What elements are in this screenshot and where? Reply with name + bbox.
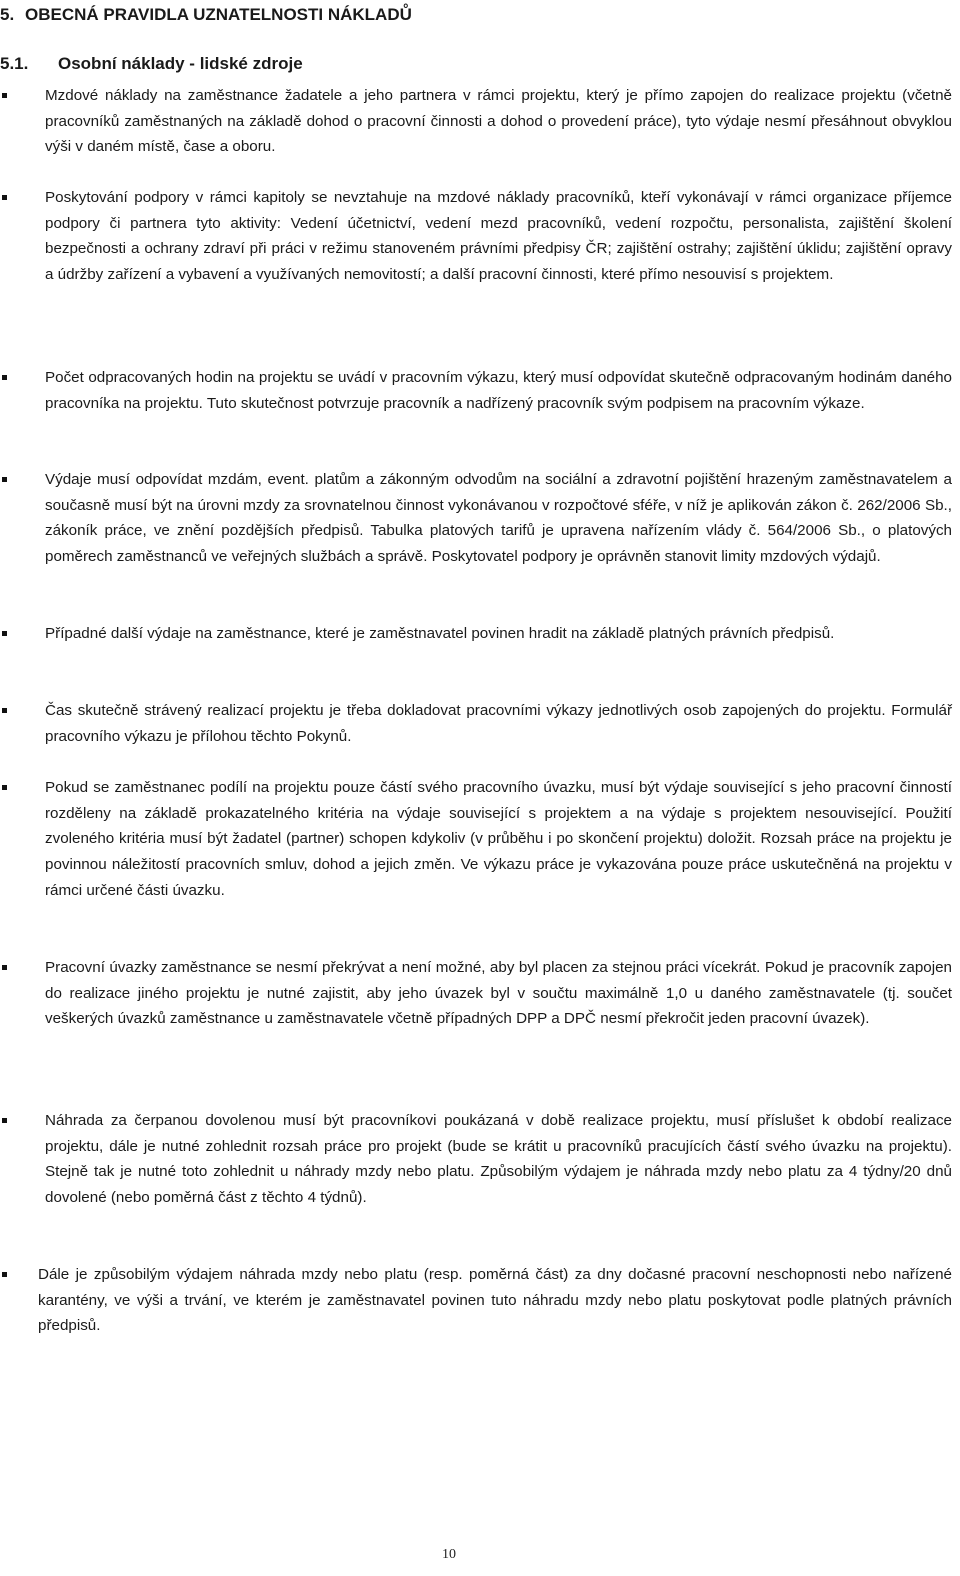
square-bullet-icon [2, 785, 7, 790]
section-title: OBECNÁ PRAVIDLA UZNATELNOSTI NÁKLADŮ [25, 5, 412, 24]
list-item-text: Výdaje musí odpovídat mzdám, event. platům a zákonným odvodům na sociální a zdravotní pojištění hrazeným zaměstnavatelem a současně musí být na úrovni mzdy za srovnatelnou činnost vykonávanou v rozpočtové sféře, v níž je aplikován zákon č. 262/2006 Sb., zákoník práce, ve znění pozdějších předpisů. Tabulka platových tarifů je upravena nařízením vlády č. 564/2006 Sb., o platových poměrech zaměstnanců ve veřejných službách a správě. Poskytovatel podpory je oprávněn stanovit limity mzdových výdajů. [45, 471, 952, 566]
section-number: 5. [0, 5, 15, 24]
list-item-text: Dále je způsobilým výdajem náhrada mzdy nebo platu (resp. poměrná část) za dny dočasné pracovní neschopnosti nebo nařízené karantény, ve výši a trvání, ve kterém je zaměstnavatel povinen tuto náhradu mzdy nebo platu poskytovat podle platných právních předpisů. [38, 1266, 952, 1335]
section-heading [0, 2, 412, 28]
square-bullet-icon [2, 93, 7, 98]
square-bullet-icon [2, 195, 7, 200]
subsection-heading [0, 51, 303, 77]
square-bullet-icon [2, 477, 7, 482]
subsection-title: Osobní náklady - lidské zdroje [58, 54, 303, 73]
list-item-text: Poskytování podpory v rámci kapitoly se nevztahuje na mzdové náklady pracovníků, kteří vykonávají v rámci organizace příjemce podpory či partnera tyto aktivity: Vedení účetnictví, vedení mezd pracovníků, vedení rozpočtu, personalista, zajištění školení bezpečnosti a ochrany zdraví při práci v režimu stanoveném právními předpisy ČR; zajištění ostrahy; zajištění úklidu; zajištění opravy a údržby zařízení a vybavení a využívaných nemovitostí; a další pracovní činnosti, které přímo nesouvisí s projektem. [45, 189, 952, 284]
square-bullet-icon [2, 375, 7, 380]
square-bullet-icon [2, 965, 7, 970]
list-item-text: Mzdové náklady na zaměstnance žadatele a jeho partnera v rámci projektu, který je přímo zapojen do realizace projektu (včetně pracovníků zaměstnaných na základě dohod o pracovní činnosti a dohod o provedení práce), tyto výdaje nesmí přesáhnout obvyklou výši v daném místě, čase a oboru. [45, 87, 952, 156]
subsection-number: 5.1. [0, 54, 29, 73]
square-bullet-icon [2, 1272, 7, 1277]
list-item-text: Čas skutečně strávený realizací projektu je třeba dokladovat pracovními výkazy jednotlivých osob zapojených do projektu. Formulář pracovního výkazu je přílohou těchto Pokynů. [45, 702, 952, 745]
list-item-text: Pokud se zaměstnanec podílí na projektu pouze částí svého pracovního úvazku, musí být výdaje související s jeho pracovní činností rozděleny na základě prokazatelného kritéria na výdaje související s projektem a na výdaje s projektem nesouvisející. Použití zvoleného kritéria musí být žadatel (partner) schopen kdykoliv (v průběhu i po skončení projektu) doložit. Rozsah práce na projektu je povinnou náležitostí pracovních smluv, dohod a jejich změn. Ve výkazu práce je vykazována pouze práce uskutečněná na projektu v rámci určené části úvazku. [45, 779, 952, 899]
page-number: 10 [442, 1547, 456, 1562]
list-item-text: Náhrada za čerpanou dovolenou musí být pracovníkovi poukázaná v době realizace projektu, musí příslušet k období realizace projektu, dále je nutné zohlednit rozsah práce pro projekt (bude se krátit u pracovníků pracujících částí svého úvazku na projektu). Stejně tak je nutné toto zohlednit u náhrady mzdy nebo platu. Způsobilým výdajem je náhrada mzdy nebo platu za 4 týdny/20 dnů dovolené (nebo poměrná část z těchto 4 týdnů). [45, 1112, 952, 1207]
square-bullet-icon [2, 631, 7, 636]
list-item-text: Počet odpracovaných hodin na projektu se uvádí v pracovním výkazu, který musí odpovídat skutečně odpracovaným hodinám daného pracovníka na projektu. Tuto skutečnost potvrzuje pracovník a nadřízený pracovník svým podpisem na pracovním výkaze. [45, 369, 952, 412]
square-bullet-icon [2, 708, 7, 713]
square-bullet-icon [2, 1118, 7, 1123]
list-item-text: Případné další výdaje na zaměstnance, které je zaměstnavatel povinen hradit na základě platných právních předpisů. [45, 625, 835, 642]
list-item-text: Pracovní úvazky zaměstnance se nesmí překrývat a není možné, aby byl placen za stejnou práci vícekrát. Pokud je pracovník zapojen do realizace jiného projektu je nutné zajistit, aby jeho úvazek byl v součtu maximálně 1,0 u daného zaměstnavatele (tj. součet veškerých úvazků zaměstnance u zaměstnavatele včetně případných DPP a DPČ nesmí překročit jeden pracovní úvazek). [45, 959, 952, 1028]
